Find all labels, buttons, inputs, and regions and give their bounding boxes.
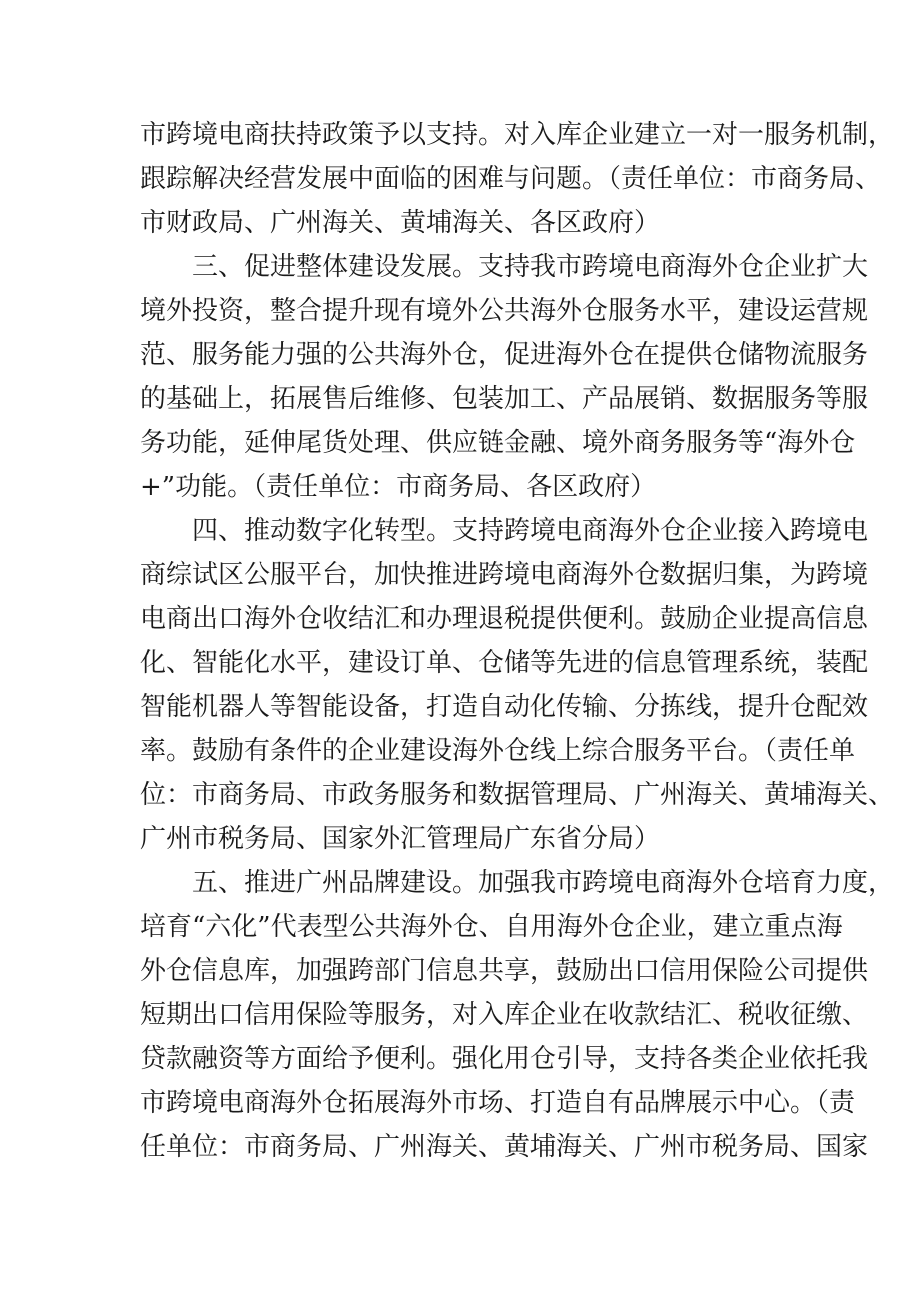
text-line: 贷款融资等方面给予便利。强化用仓引导，支持各类企业依托我 [140, 1044, 869, 1074]
text-line: 务功能，延伸尾货处理、供应链金融、境外商务服务等“海外仓 [140, 428, 856, 458]
text-line: 位：市商务局、市政务服务和数据管理局、广州海关、黄埔海关、 [140, 780, 895, 810]
text-line: 的基础上，拓展售后维修、包装加工、产品展销、数据服务等服 [140, 384, 869, 414]
text-line: 范、服务能力强的公共海外仓，促进海外仓在提供仓储物流服务 [140, 340, 869, 370]
text-line: 广州市税务局、国家外汇管理局广东省分局） [140, 824, 661, 854]
paragraph-5-first-line: 五、推进广州品牌建设。加强我市跨境电商海外仓培育力度， [192, 868, 895, 898]
text-line: 外仓信息库，加强跨部门信息共享，鼓励出口信用保险公司提供 [140, 956, 869, 986]
text-line: 境外投资，整合提升现有境外公共海外仓服务水平，建设运营规 [140, 296, 869, 326]
text-line: 智能机器人等智能设备，打造自动化传输、分拣线，提升仓配效 [140, 692, 869, 722]
paragraph-3-first-line: 三、促进整体建设发展。支持我市跨境电商海外仓企业扩大 [192, 252, 869, 282]
text-line: 电商出口海外仓收结汇和办理退税提供便利。鼓励企业提高信息 [140, 604, 869, 634]
text-line: 任单位：市商务局、广州海关、黄埔海关、广州市税务局、国家 [140, 1132, 869, 1162]
text-line: 化、智能化水平，建设订单、仓储等先进的信息管理系统，装配 [140, 648, 869, 678]
paragraph-4-first-line: 四、推动数字化转型。支持跨境电商海外仓企业接入跨境电 [192, 516, 869, 546]
text-line: 跟踪解决经营发展中面临的困难与问题。（责任单位：市商务局、 [140, 164, 882, 194]
text-line: 市财政局、广州海关、黄埔海关、各区政府） [140, 208, 661, 238]
text-line: 市跨境电商扶持政策予以支持。对入库企业建立一对一服务机制， [140, 120, 895, 150]
text-line: 商综试区公服平台，加快推进跨境电商海外仓数据归集，为跨境 [140, 560, 869, 590]
text-line: +”功能。（责任单位：市商务局、各区政府） [140, 472, 657, 502]
text-line: 率。鼓励有条件的企业建设海外仓线上综合服务平台。（责任单 [140, 736, 856, 766]
text-line: 市跨境电商海外仓拓展海外市场、打造自有品牌展示中心。（责 [140, 1088, 856, 1118]
text-line: 培育“六化”代表型公共海外仓、自用海外仓企业，建立重点海 [140, 912, 843, 942]
text-line: 短期出口信用保险等服务，对入库企业在收款结汇、税收征缴、 [140, 1000, 869, 1030]
